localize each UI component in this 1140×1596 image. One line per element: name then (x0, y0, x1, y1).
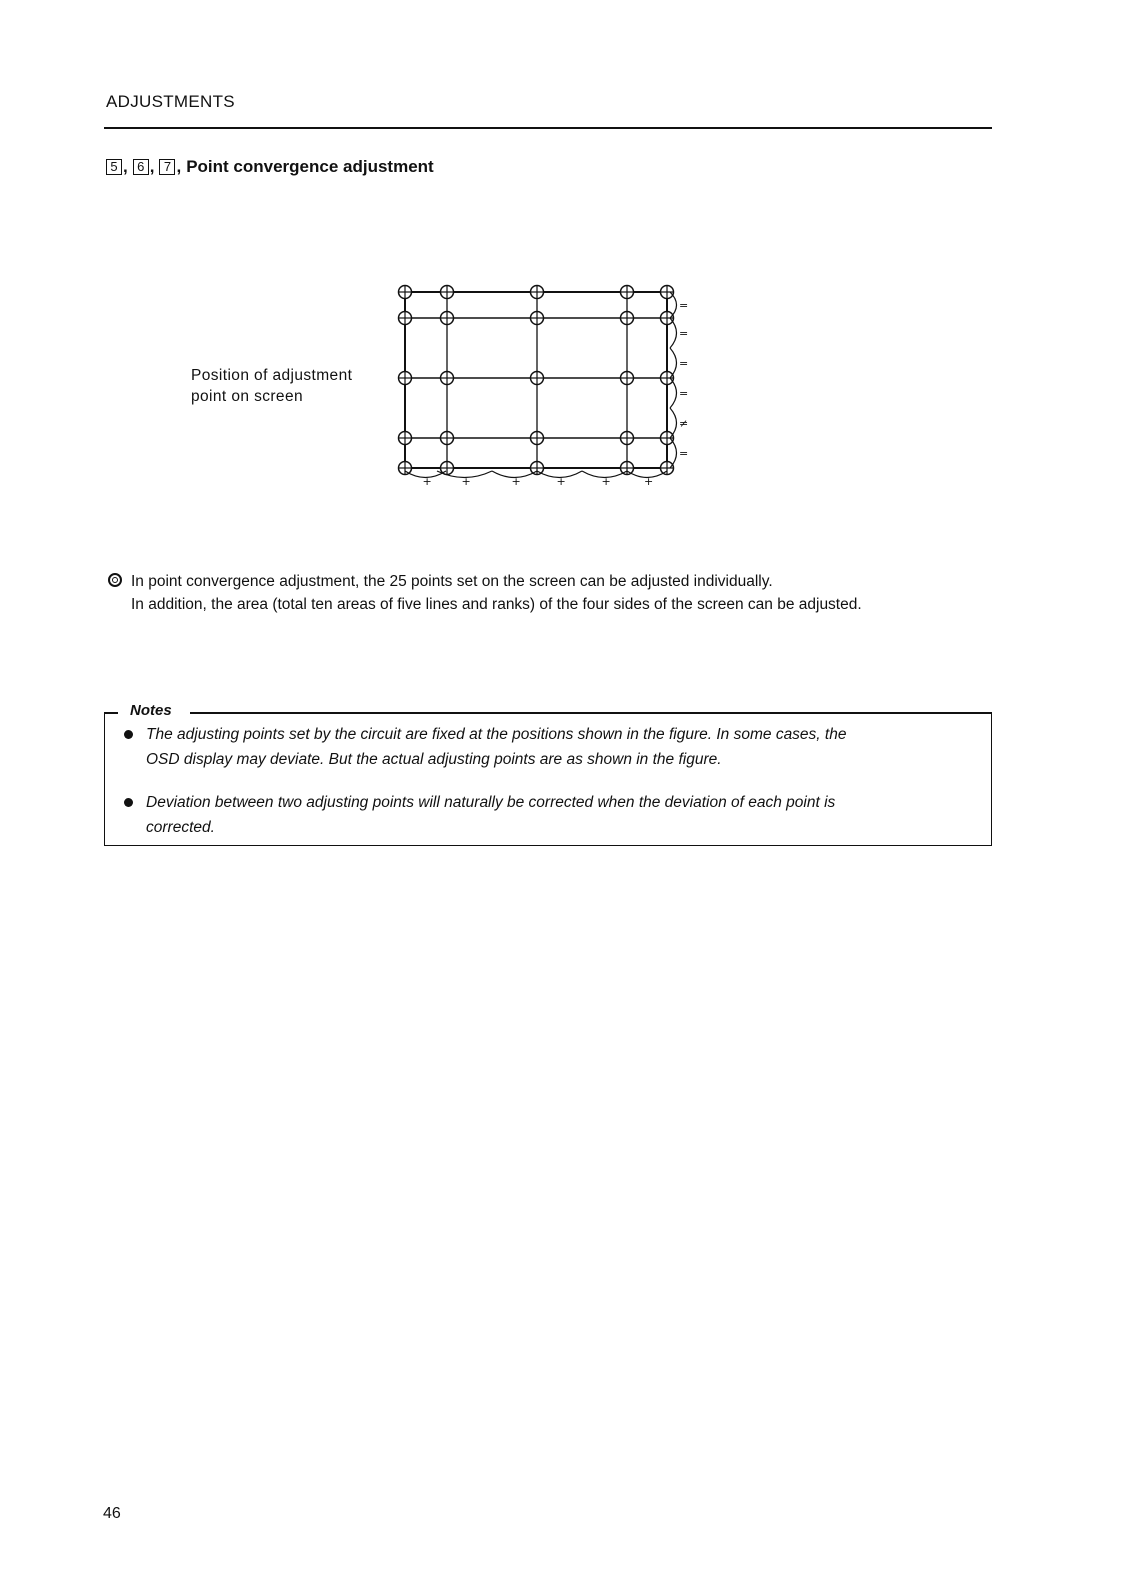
bullet-icon (124, 730, 133, 739)
description-line: In point convergence adjustment, the 25 points set on the screen can be adjusted individually. (131, 573, 773, 590)
bottom-side-mark: + (601, 475, 611, 488)
note-item (124, 722, 984, 772)
page-number: 46 (103, 1505, 121, 1522)
adjustment-point-icon (441, 312, 454, 325)
right-side-mark: = (679, 387, 689, 400)
adjustment-point-icon (441, 372, 454, 385)
bottom-side-mark: + (644, 475, 654, 488)
notes-border (104, 712, 118, 714)
page-header-title: ADJUSTMENTS (106, 92, 235, 111)
step-number-box: 5 (106, 159, 122, 175)
note-line: OSD display may deviate. But the actual adjusting points are as shown in the figure. (146, 751, 722, 768)
figure-label-line: Position of adjustment (191, 367, 353, 384)
adjustment-point-icon (531, 462, 544, 475)
right-side-mark: ≠ (679, 417, 689, 430)
adjustment-point-icon (531, 432, 544, 445)
adjustment-point-icon (441, 286, 454, 299)
note-line: Deviation between two adjusting points will naturally be corrected when the deviation of each point is (146, 794, 836, 811)
adjustment-point-icon (661, 286, 674, 299)
bullet-icon (124, 798, 133, 807)
grid-points (399, 286, 674, 475)
adjustment-point-icon (531, 312, 544, 325)
adjustment-point-icon (661, 372, 674, 385)
adjustment-point-icon (621, 312, 634, 325)
adjustment-point-icon (621, 462, 634, 475)
adjustment-point-icon (661, 312, 674, 325)
header-rule (104, 127, 992, 129)
note-line: The adjusting points set by the circuit are fixed at the positions shown in the figure. In some cases, the (146, 726, 847, 743)
notes-border (190, 712, 992, 714)
note-line: corrected. (146, 819, 215, 836)
adjustment-point-icon (399, 372, 412, 385)
bottom-side-mark: + (461, 475, 471, 488)
adjustment-point-icon (531, 372, 544, 385)
notes-label: Notes (130, 702, 172, 719)
adjustment-point-icon (399, 286, 412, 299)
adjustment-point-icon (531, 286, 544, 299)
section-title: 5 , 6 , 7 , Point convergence adjustment (106, 157, 434, 177)
bottom-side-mark: + (556, 475, 566, 488)
right-side-mark: = (679, 299, 689, 312)
step-number-box: 6 (133, 159, 149, 175)
bottom-side-mark: + (422, 475, 432, 488)
adjustment-point-icon (399, 432, 412, 445)
section-title-text: Point convergence adjustment (186, 157, 434, 176)
adjustment-point-icon (661, 462, 674, 475)
right-side-mark: = (679, 357, 689, 370)
description-line: In addition, the area (total ten areas of five lines and ranks) of the four sides of the screen can be adjusted. (131, 596, 862, 613)
description-paragraph (108, 570, 1008, 616)
adjustment-point-icon (661, 432, 674, 445)
figure-label (191, 365, 352, 407)
convergence-grid-diagram (385, 275, 695, 490)
note-item (124, 790, 984, 840)
right-side-mark: = (679, 447, 689, 460)
step-number-box: 7 (159, 159, 175, 175)
adjustment-point-icon (441, 432, 454, 445)
adjustment-point-icon (399, 312, 412, 325)
bottom-side-mark: + (511, 475, 521, 488)
adjustment-point-icon (621, 286, 634, 299)
adjustment-point-icon (621, 432, 634, 445)
adjustment-point-icon (399, 462, 412, 475)
double-circle-icon (108, 573, 122, 587)
figure-label-line: point on screen (191, 388, 303, 405)
right-side-mark: = (679, 327, 689, 340)
adjustment-point-icon (621, 372, 634, 385)
